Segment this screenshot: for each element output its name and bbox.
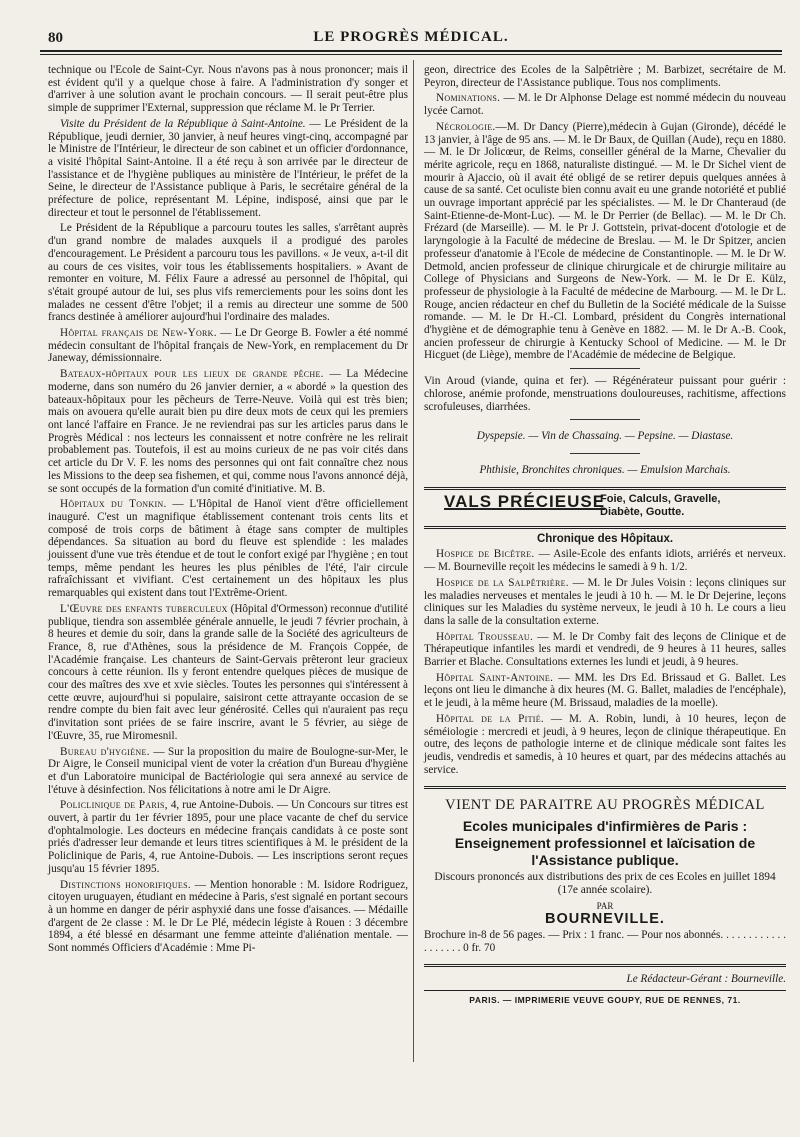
paragraph-distinctions xyxy=(48,879,408,955)
paragraph-body: — Mention honorable : M. Isidore Rodriguez, citoyen uruguayen, étudiant en médecine à Paris, s'est signalé en portant secours à un homme en danger de périr asphyxié dans une fosse d'aisances. — Médaille d'argent de 2e classe : M. le Dr Le Plé, médecin légiste à Rouen : 3 décembre 1894, a été blessé en désarmant une femme atteinte d'aliénation mentale. — Sont nommés Officiers d'Académie : Mme Pi- xyxy=(48,878,408,955)
ad-vals-name: VALS PRÉCIEUSE xyxy=(444,491,606,511)
paragraph-heading: Hospice de Bicêtre. xyxy=(436,548,535,561)
paragraph-heading: Hôpital de la Pitié. xyxy=(436,712,545,725)
paragraph-policlinique xyxy=(48,799,408,875)
chronique-trousseau xyxy=(424,631,786,669)
printer-line: PARIS. — IMPRIMERIE VEUVE GOUPY, RUE DE RENNES, 71. xyxy=(424,990,786,1007)
separator xyxy=(570,368,640,369)
redacteur-gerant: Le Rédacteur-Gérant : Bourneville. xyxy=(424,964,786,986)
chronique-pitie xyxy=(424,713,786,777)
page-header xyxy=(40,28,782,50)
header-rule-thin xyxy=(40,54,782,55)
ad-vals xyxy=(424,487,786,529)
paragraph-necrologie xyxy=(424,121,786,362)
paragraph-body: — Le Dr George B. Fowler a été nommé médecin consultant de l'hôpital français de New-York, en remplacement du Dr Janeway, démissionnaire. xyxy=(48,327,408,365)
paragraph-heading: Hôpitaux du Tonkin. xyxy=(60,498,167,511)
paragraph-body: — M. le Dr Jules Voisin : leçons cliniques sur les maladies nerveuses et mentales le jeudi à 10 h. — M. le Dr Dejerine, leçons cliniques sur les Maladies du système nerveux, le jeudi à 10 h. Le cours a lieu dans la salle de la consultation externe. xyxy=(424,576,786,627)
book-price: Brochure in-8 de 56 pages. — Prix : 1 franc. — Pour nos abonnés. . . . . . . . . . . . . . . . . . . 0 fr. 70 xyxy=(424,928,786,954)
chronique-saint-antoine xyxy=(424,672,786,710)
page-number: 80 xyxy=(48,30,63,46)
paragraph-oeuvre xyxy=(48,603,408,743)
book-announcement xyxy=(424,786,786,954)
paragraph-body: — Sur la proposition du maire de Boulogne-sur-Mer, le Dr Aigre, le Conseil municipal vient de voter la création d'un Bureau d'hygiène et d'un Laboratoire municipal de Bactériologie qui sera annexé au service de l'étuve à désinfection. Nos félicitations à notre ami le Dr Aigre. xyxy=(48,745,408,796)
ad-vals-line1: Foie, Calculs, Gravelle, xyxy=(600,492,721,505)
header-rule xyxy=(40,50,782,52)
book-par: PAR xyxy=(596,901,614,912)
paragraph-nominations xyxy=(424,92,786,117)
book-title: Ecoles municipales d'infirmières de Paris : Enseignement professionnel et laïcisation de l'Assistance publique. xyxy=(454,818,756,869)
paragraph-body: — MM. les Drs Ed. Brissaud et G. Ballet. Les leçons ont lieu le dimanche à dix heures (M. G. Ballet, maladies de l'encéphale), et le jeudi, à la même heure (M. Brissaud, maladies de la moelle). xyxy=(424,671,786,710)
book-author: BOURNEVILLE. xyxy=(545,911,665,928)
journal-title: LE PROGRÈS MÉDICAL. xyxy=(313,29,509,45)
paragraph-heading: Bureau d'hygiène. xyxy=(60,745,150,758)
paragraph-newyork xyxy=(48,327,408,365)
paragraph-body: 4, rue Antoine-Dubois. — Un Concours sur titres est ouvert, à partir du 1er février 1895, pour une place vacante de chef du service d'ophtalmologie. Les docteurs en médecine français candidats à ce poste sont priés d'adresser leur demande et leurs titres scientifiques à M. le président de la Policlinique de Paris, 4, rue Antoine-Dubois. — Les inscriptions seront reçues jusqu'au 15 février 1895. xyxy=(48,799,408,875)
paragraph-heading: Distinctions honorifiques. xyxy=(60,878,191,891)
paragraph-body: (Hôpital d'Ormesson) reconnue d'utilité publique, tiendra son assemblée générale annuelle, le jeudi 7 février prochain, à 8 heures et demie du soir, dans la grande salle de la Société des agriculteurs de France, 8, rue d'Athènes, sous la présidence de M. François Coppée, de l'Académie française. Les chanteurs de Saint-Gervais prêteront leur gracieux concours à cette réunion. Ils y feront entendre quelques pièces de musique de cour des maîtres des xve et xvie siècles. Toutes les personnes qui s'intéressent à cette œuvre, aujourd'hui si populaire, saisiront cette attrayante occasion de se rendre compte du bien fait avec leur générosité. Celles qui n'auraient pas reçu d'invitation sont priées de se faire inscrire, avant le 5 février, au siège de l'Œuvre, 35, rue Miromesnil. xyxy=(48,602,408,742)
paragraph-heading: Visite du Président de la République à Saint-Antoine. xyxy=(60,117,306,130)
ad-dyspepsie: Dyspepsie. — Vin de Chassaing. — Pepsine. — Diastase. xyxy=(476,430,734,443)
ad-vals-line2: Diabète, Goutte. xyxy=(600,505,685,518)
paragraph-heading: Hôpital français de New-York. xyxy=(60,327,217,340)
paragraph-body: —M. Dr Dancy (Pierre),médecin à Gujan (Gironde), décédé le 13 janvier, à l'âge de 95 ans. — M. le Dr Baux, de Quillan (Aude), reçu en 1880. — M. le Dr Jolicœur, de Reims, conseiller général de la Marne, Chevalier du mérite agricole, reçu en 1868, naturaliste distingué. — M. le Dr Sichel vient de mourir à Ajaccio, où il avait été obligé de se retirer depuis quelques années à cause de sa santé. Cet oculiste bien connu avait eu une grande notoriété et publié un ouvrage important apprécié par les spécialistes. — M. le Dr Chanteraud (de Saint-Etienne-de-Mont-Luc). — M. le Dr Perrier (de Bellac). — M. le Dr Ch. Frézard (de Marseille). — M. le Pr J. Gottstein, privat-docent d'otologie et de laryngologie à la Faculté de médecine de Breslau. — M. le Dr Spitzer, ancien professeur d'anatomie à l'Ecole de médecine de Constantinople. — M. le Dr W. Detmold, ancien professeur de clinique chirurgicale et de chirurgie militaire au College of Physicians and Surgeons de New-York. — M. le Dr E. Külz, professeur de physiologie à la Faculté de médecine de Marbourg. — M. le Dr L. Rouge, ancien rédacteur en chef du Bulletin de la Société médicale de la Suisse romande. — M. le Dr H.-Cl. Lombard, président du Congrès international d'hygiène et de démographie tenu à Genève en 1882. — M. le Dr A.-B. Cook, ancien professeur de chirurgie à Kentucky School of Medicine. — M. le Dr Hicguet (de Liège), membre de l'Académie de médecine de Belgique. xyxy=(424,120,786,362)
paragraph-visite xyxy=(48,118,408,220)
column-divider xyxy=(413,60,414,1062)
announcement-heading: VIENT DE PARAITRE AU PROGRÈS MÉDICAL xyxy=(445,797,765,814)
chronique-salpetriere xyxy=(424,577,786,628)
paragraph-heading: Hospice de la Salpêtrière. xyxy=(436,576,569,589)
paragraph: technique ou l'Ecole de Saint-Cyr. Nous n'avons pas à nous prononcer; mais il est évident qu'il y a quelque chose à faire. A l'administration d'y songer et d'arriver à une solution avant le prochain concours. — Il serait peut-être plus simple de supprimer l'External, suppression que réclame M. le Pr Terrier. xyxy=(48,64,408,115)
separator xyxy=(570,419,640,420)
paragraph-body: — Asile-Ecole des enfants idiots, arriérés et nerveux. — M. Bourneville reçoit les médecins le samedi à 9 h. 1/2. xyxy=(424,548,786,574)
book-description: Discours prononcés aux distributions des prix de ces Ecoles en juillet 1894 (17e année scolaire). xyxy=(434,871,776,896)
right-column xyxy=(424,64,786,1010)
separator xyxy=(570,453,640,454)
chronique-title: Chronique des Hôpitaux. xyxy=(536,532,674,545)
paragraph-body: — M. le Dr Comby fait des leçons de Clinique et de Thérapeutique infantiles les mardi et vendredi, de 9 heures à 11 heures, salles Barrier et Blache. Consultations externes les lundi et jeudi, à 9 heures. xyxy=(424,630,786,669)
paragraph: Le Président de la République a parcouru toutes les salles, s'arrêtant auprès d'un grand nombre de malades auxquels il a prodigué des paroles d'encouragement. Le Président a parcouru tous les pavillons. « Je veux, a-t-il dit au cours de ces visites, voir tous les établissements hospitaliers. » Avant de remonter en voiture, M. Félix Faure a adressé au personnel de l'hôpital, qui s'était groupé autour de lui, ses plus vifs remerciements pour les soins dont les malades ne cessent d'être l'objet; il a remis au directeur une somme de 500 francs destinée à améliorer aujourd'hui l'ordinaire des malades. xyxy=(48,222,408,324)
chronique-bicetre xyxy=(424,548,786,573)
paragraph-body: — Le Président de la République, jeudi dernier, 30 janvier, à neuf heures vingt-cinq, accompagné par le Ministre de l'Intérieur, le directeur de son cabinet et un officier d'ordonnance, a visité l'hôpital Saint-Antoine. Il a été reçu à son arrivée par le directeur de l'assistance et de l'hygiène publiques au ministère de l'Intérieur, le préfet de la Seine, le directeur de l'Assistance publique à Paris, le secrétaire général de la préfecture de police, représentant M. Lépine, indisposé, ainsi que par le directeur et tout le personnel de l'établissement. xyxy=(48,117,408,219)
paragraph-body: — L'Hôpital de Hanoï vient d'être officiellement inauguré. C'est un magnifique établissement contenant trois cents lits et composé de trois corps de bâtiment à étage sans compter de multiples dépendances. Sa situation au bord du fleuve est splendide : les malades jouissent d'une vue très étendue et de tout le confort exigé par l'hygiène ; en tout temps, même pendant les heures les plus pénibles de l'été, l'air circule rafraîchissant et vivifiant. C'est certainement un des hôpitaux les plus remarquables qui existent dans tout l'Extrême-Orient. xyxy=(48,498,408,600)
left-column xyxy=(48,64,408,958)
paragraph-body: — La Médecine moderne, dans son numéro du 26 janvier dernier, a « abordé » la question des bateaux-hôpitaux pour les pêcheurs de Terre-Neuve. Voilà qui est très bien; mais on avouera qu'elle aurait bien pu dire deux mots de ceux qui les premiers ont lancé l'affaire en France. Je ne reviendrai pas sur les articles parus dans le Progrès Médical : nos lecteurs les connaissent et notre confrère ne les relirait probablement pas. Toutefois, il est au moins curieux de ne pas voir cités dans cet article du Dr V. F. les noms des personnes qui ont fait connaître chez nous les Missions to the deep sea fishemen, et qui, comme nous l'avons annoncé déjà, se sont occupés de la formation d'un comité d'initiative. M. B. xyxy=(48,368,409,495)
paragraph-heading: Nominations. xyxy=(436,92,501,105)
ad-vin-aroud: Vin Aroud (viande, quina et fer). — Régénérateur puissant pour guérir : chlorose, anémie profonde, menstruations douloureuses, rachitisme, affections scrofuleuses, diarrhées. xyxy=(424,375,786,413)
ad-vals-desc xyxy=(600,493,720,519)
paragraph-heading: Policlinique de Paris, xyxy=(60,799,168,812)
paragraph-heading: Nécrologie. xyxy=(436,120,496,133)
paragraph-heading: Hôpital Trousseau. xyxy=(436,630,534,643)
paragraph-heading: L'Œuvre des enfants tuberculeux xyxy=(60,602,228,615)
paragraph-body: — M. A. Robin, lundi, à 10 heures, leçon de séméiologie : mercredi et jeudi, à 9 heures, leçon de clinique thérapeutique. En outre, des leçons de pathologie interne et de clinique médicale sont faites les jeudis, vendredis et samedis, à 10 heures et quart, par des médecins attachés au service. xyxy=(424,712,786,776)
paragraph-bateaux xyxy=(48,368,408,495)
paragraph-body: — M. le Dr Alphonse Delage est nommé médecin du nouveau lycée Carnot. xyxy=(424,92,786,118)
paragraph-bureau xyxy=(48,746,408,797)
ad-phthisie: Phthisie, Bronchites chroniques. — Emulsion Marchais. xyxy=(479,463,731,476)
paragraph-heading: Bateaux-hôpitaux pour les lieux de grande pêche. xyxy=(60,368,324,381)
paragraph-tonkin xyxy=(48,498,408,600)
paragraph: geon, directrice des Ecoles de la Salpêtrière ; M. Barbizet, secrétaire de M. Peyron, directeur de l'Assistance publique. Tous nos compliments. xyxy=(424,64,786,89)
paragraph-heading: Hôpital Saint-Antoine. xyxy=(436,671,554,684)
